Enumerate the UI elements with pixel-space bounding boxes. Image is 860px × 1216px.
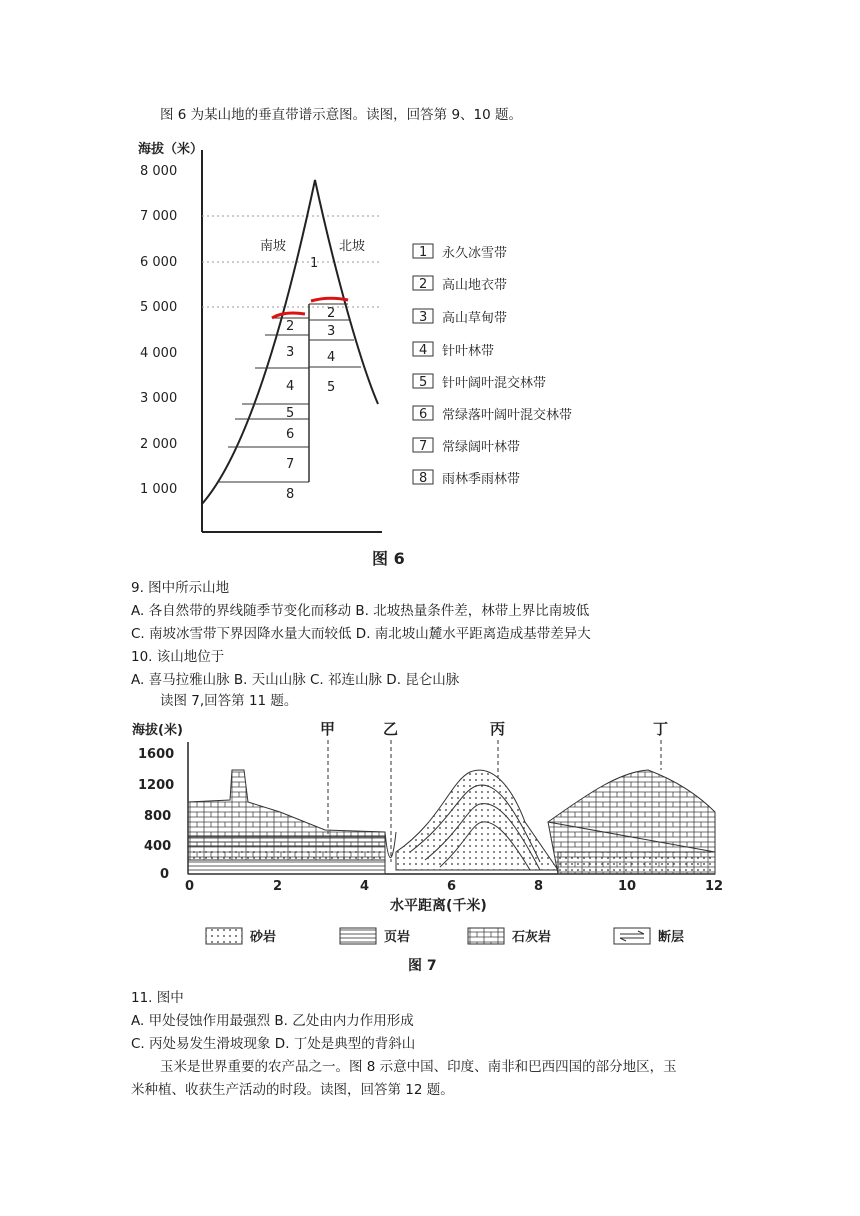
figure-7 [120,712,740,982]
fig6-ytick: 6 000 [140,255,178,270]
fig7-x-title: 水平距离(千米) [390,898,487,914]
fig7-xtick: 4 [360,879,370,894]
svg-text:4: 4 [419,343,428,358]
svg-text:页岩: 页岩 [384,930,411,945]
svg-text:雨林季雨林带: 雨林季雨林带 [442,472,521,487]
fig6-legend [413,244,572,487]
fig6-intro: 图 6 为某山地的垂直带谱示意图。读图，回答第 9、10 题。 [160,107,523,123]
fig6-ytick: 3 000 [140,391,178,406]
svg-text:5: 5 [419,375,428,390]
zone-number: 4 [327,350,336,365]
svg-text:2: 2 [419,277,428,292]
q9-options-line2: C. 南坡冰雪带下界因降水量大而较低 D. 南北坡山麓水平距离造成基带差异大 [131,626,591,642]
svg-text:高山地衣带: 高山地衣带 [442,278,508,293]
figure-6 [120,132,740,582]
fig6-ytick: 5 000 [140,300,178,315]
svg-text:断层: 断层 [658,930,685,945]
fig6-ytick: 4 000 [140,346,178,361]
fig7-xtick: 6 [447,879,457,894]
fig8-intro-line2: 米种植、收获生产活动的时段。读图，回答第 12 题。 [131,1082,454,1098]
fig7-y-title: 海拔(米) [132,723,183,738]
q11-stem: 11. 图中 [131,990,184,1006]
fig7-xtick: 10 [618,879,637,894]
fig7-intro: 读图 7,回答第 11 题。 [160,693,298,709]
zone-number: 4 [286,379,295,394]
site-label-yi: 乙 [383,720,399,738]
site-label-ding: 丁 [653,720,669,738]
fig6-ytick: 1 000 [140,482,178,497]
svg-text:常绿落叶阔叶混交林带: 常绿落叶阔叶混交林带 [442,408,573,423]
fig7-ytick: 1600 [138,747,175,762]
site-label-jia: 甲 [320,720,336,738]
fig7-legend [206,928,684,945]
svg-text:常绿阔叶林带: 常绿阔叶林带 [442,440,521,455]
zone-number: 8 [286,487,295,502]
svg-text:石灰岩: 石灰岩 [512,930,552,945]
fig6-y-title: 海拔（米） [138,142,204,157]
q9-options-line1: A. 各自然带的界线随季节变化而移动 B. 北坡热量条件差，林带上界比南坡低 [131,603,590,619]
fig6-ytick: 2 000 [140,437,178,452]
svg-text:6: 6 [419,407,428,422]
fig7-ytick: 0 [160,867,170,882]
zone-number: 5 [286,406,295,421]
svg-text:8: 8 [419,471,428,486]
svg-text:针叶林带: 针叶林带 [442,344,495,359]
fig7-xtick: 12 [705,879,724,894]
zone-number: 7 [286,457,295,472]
q9-stem: 9. 图中所示山地 [131,580,230,596]
fig7-caption: 图 7 [408,958,437,974]
zone-number: 3 [286,345,295,360]
zone-number: 6 [286,427,295,442]
zone-number: 1 [310,256,319,271]
q11-options-line2: C. 丙处易发生滑坡现象 D. 丁处是典型的背斜山 [131,1036,416,1052]
site-label-bing: 丙 [490,720,506,738]
zone-number: 2 [327,306,336,321]
fig7-xtick: 8 [534,879,544,894]
q11-options-line1: A. 甲处侵蚀作用最强烈 B. 乙处由内力作用形成 [131,1013,414,1029]
fig6-ytick: 7 000 [140,209,178,224]
fig7-ytick: 1200 [138,778,175,793]
svg-text:永久冰雪带: 永久冰雪带 [442,246,508,261]
south-slope-label: 南坡 [260,239,287,254]
fig7-ytick: 400 [144,839,172,854]
fig8-intro-line1: 玉米是世界重要的农产品之一。图 8 示意中国、印度、南非和巴西四国的部分地区，玉 [160,1059,677,1075]
zone-number: 3 [327,324,336,339]
svg-text:针叶阔叶混交林带: 针叶阔叶混交林带 [442,376,547,391]
fig7-ytick: 800 [144,809,172,824]
zone-number: 2 [286,319,295,334]
fig7-xtick: 0 [185,879,195,894]
svg-text:砂岩: 砂岩 [250,930,277,945]
svg-text:1: 1 [419,245,428,260]
svg-text:3: 3 [419,310,428,325]
fig6-ytick: 8 000 [140,164,178,179]
svg-text:高山草甸带: 高山草甸带 [442,311,508,326]
fig6-caption: 图 6 [372,549,405,568]
q10-options: A. 喜马拉雅山脉 B. 天山山脉 C. 祁连山脉 D. 昆仑山脉 [131,672,460,688]
north-slope-label: 北坡 [339,239,366,254]
svg-text:7: 7 [419,439,428,454]
q10-stem: 10. 该山地位于 [131,649,225,665]
fig7-xtick: 2 [273,879,283,894]
zone-number: 5 [327,380,336,395]
